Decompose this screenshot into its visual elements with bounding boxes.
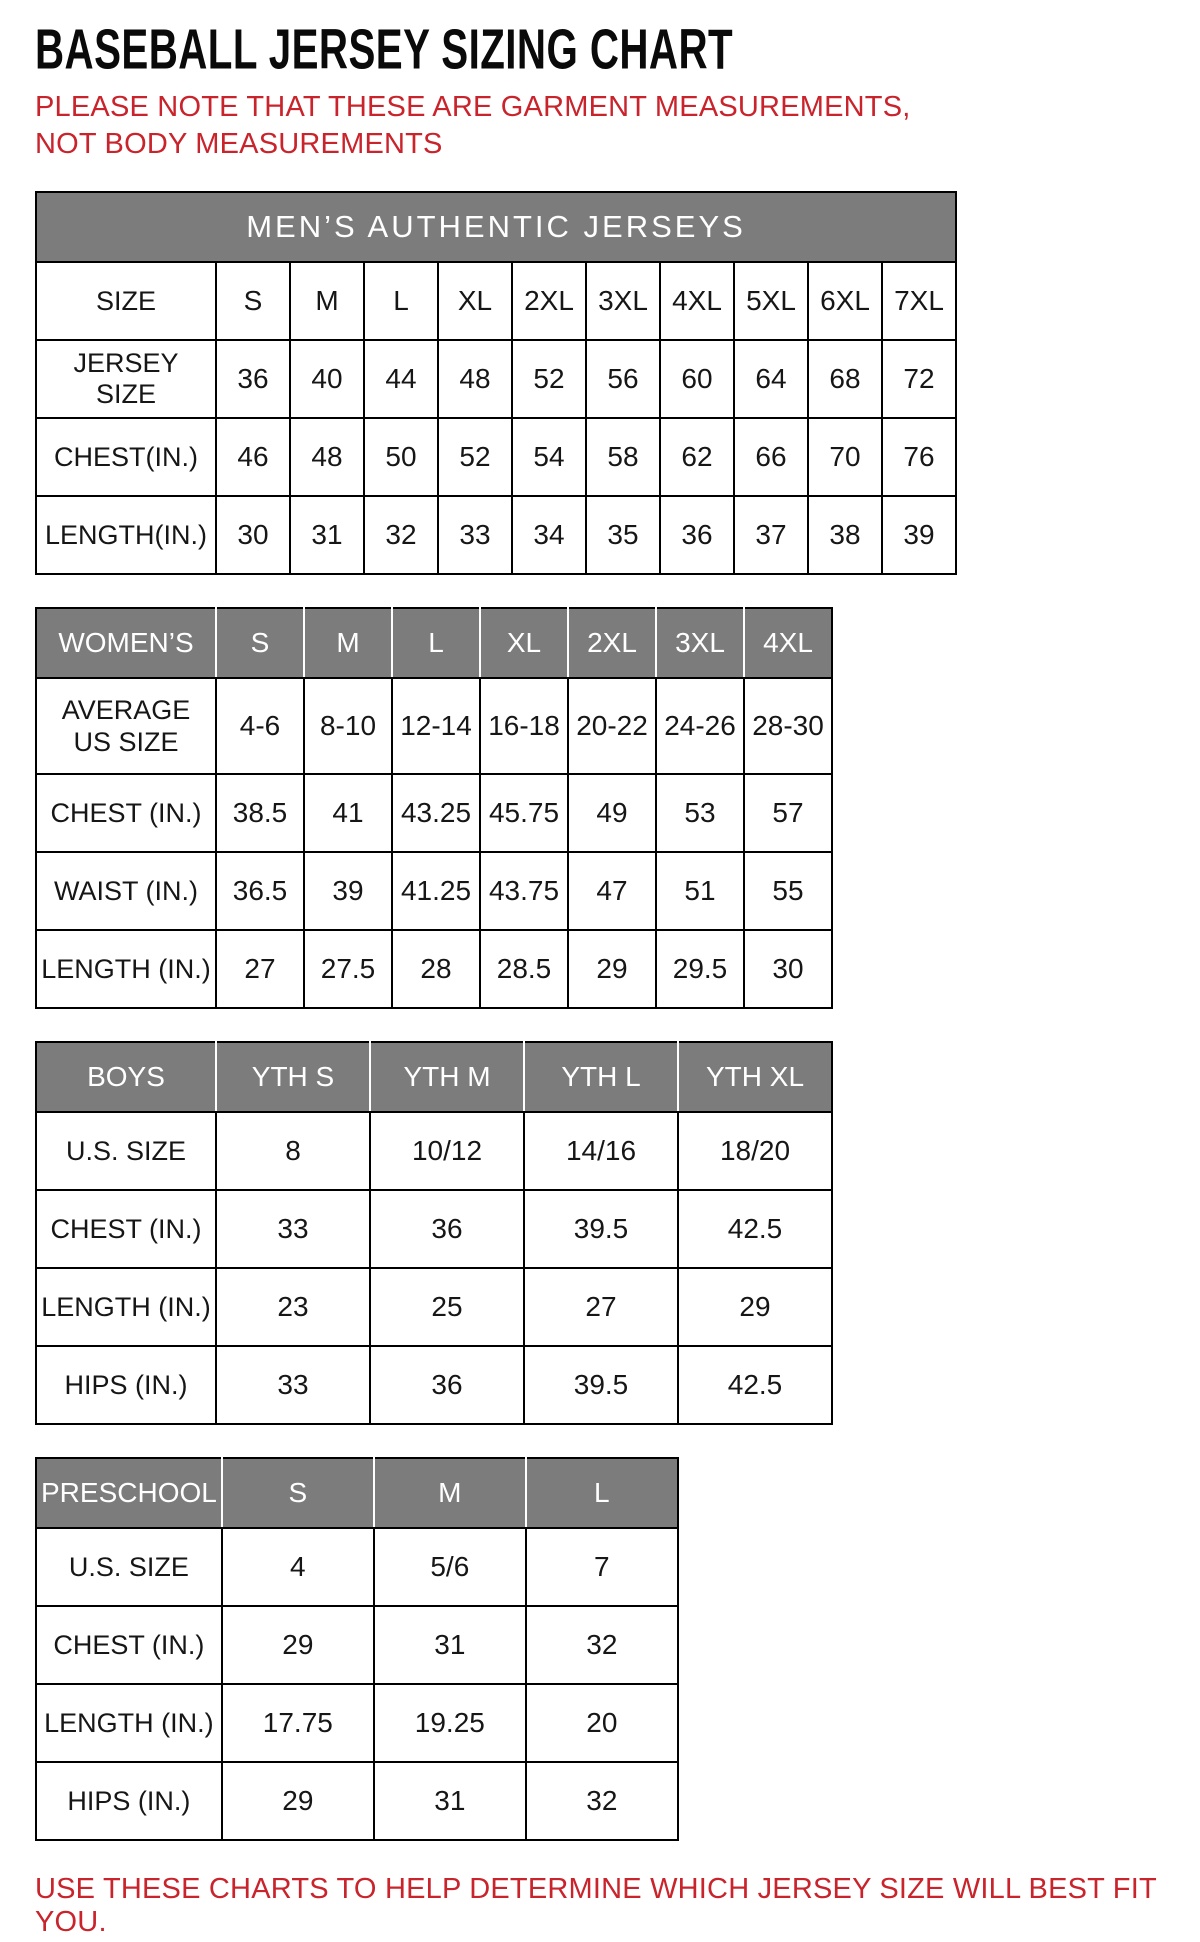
- value-cell: 37: [734, 496, 808, 574]
- table-row: [36, 262, 956, 340]
- column-header: YTH L: [524, 1042, 678, 1112]
- column-header: YTH XL: [678, 1042, 832, 1112]
- value-cell: 28-30: [744, 678, 832, 774]
- value-cell: 27: [524, 1268, 678, 1346]
- column-header: 3XL: [656, 608, 744, 678]
- womens-sizing-table: [35, 607, 833, 1009]
- value-cell: 52: [438, 418, 512, 496]
- value-cell: 53: [656, 774, 744, 852]
- value-cell: 8: [216, 1112, 370, 1190]
- value-cell: 20: [526, 1684, 678, 1762]
- value-cell: 62: [660, 418, 734, 496]
- table-row: [36, 496, 956, 574]
- page-title: [35, 19, 1172, 82]
- row-label: CHEST (IN.): [36, 1606, 222, 1684]
- column-header: XL: [480, 608, 568, 678]
- value-cell: 12-14: [392, 678, 480, 774]
- value-cell: 7: [526, 1528, 678, 1606]
- size-cell: 5XL: [734, 262, 808, 340]
- value-cell: 33: [438, 496, 512, 574]
- value-cell: 39: [882, 496, 956, 574]
- value-cell: 33: [216, 1190, 370, 1268]
- value-cell: 72: [882, 340, 956, 418]
- size-cell: 3XL: [586, 262, 660, 340]
- value-cell: 39: [304, 852, 392, 930]
- value-cell: 17.75: [222, 1684, 374, 1762]
- value-cell: 8-10: [304, 678, 392, 774]
- row-label: SIZE: [36, 262, 216, 340]
- value-cell: 44: [364, 340, 438, 418]
- value-cell: 31: [374, 1762, 526, 1840]
- table-row: [36, 852, 832, 930]
- row-label: CHEST (IN.): [36, 774, 216, 852]
- column-header: L: [392, 608, 480, 678]
- value-cell: 41: [304, 774, 392, 852]
- value-cell: 42.5: [678, 1190, 832, 1268]
- value-cell: 32: [364, 496, 438, 574]
- size-cell: M: [290, 262, 364, 340]
- row-label: LENGTH(IN.): [36, 496, 216, 574]
- column-header: YTH S: [216, 1042, 370, 1112]
- table-title-row: [36, 192, 956, 262]
- table-row: [36, 1190, 832, 1268]
- value-cell: 36: [370, 1346, 524, 1424]
- table-header-row: [36, 608, 832, 678]
- table-row: [36, 418, 956, 496]
- value-cell: 4-6: [216, 678, 304, 774]
- row-label: HIPS (IN.): [36, 1762, 222, 1840]
- value-cell: 28.5: [480, 930, 568, 1008]
- value-cell: 36: [660, 496, 734, 574]
- boys-table-title: BOYS: [36, 1042, 216, 1112]
- value-cell: 38.5: [216, 774, 304, 852]
- value-cell: 30: [744, 930, 832, 1008]
- table-row: [36, 1346, 832, 1424]
- column-header: M: [304, 608, 392, 678]
- value-cell: 31: [290, 496, 364, 574]
- value-cell: 32: [526, 1762, 678, 1840]
- table-row: [36, 1528, 678, 1606]
- table-header-row: [36, 1458, 678, 1528]
- value-cell: 58: [586, 418, 660, 496]
- value-cell: 32: [526, 1606, 678, 1684]
- value-cell: 51: [656, 852, 744, 930]
- row-label: LENGTH (IN.): [36, 930, 216, 1008]
- value-cell: 64: [734, 340, 808, 418]
- value-cell: 14/16: [524, 1112, 678, 1190]
- size-cell: 7XL: [882, 262, 956, 340]
- size-cell: S: [216, 262, 290, 340]
- value-cell: 54: [512, 418, 586, 496]
- value-cell: 29: [678, 1268, 832, 1346]
- value-cell: 28: [392, 930, 480, 1008]
- value-cell: 39.5: [524, 1346, 678, 1424]
- value-cell: 56: [586, 340, 660, 418]
- column-header: S: [222, 1458, 374, 1528]
- value-cell: 27: [216, 930, 304, 1008]
- table-row: [36, 1112, 832, 1190]
- mens-sizing-table: [35, 191, 957, 575]
- value-cell: 47: [568, 852, 656, 930]
- value-cell: 4: [222, 1528, 374, 1606]
- column-header: L: [526, 1458, 678, 1528]
- preschool-table-title: PRESCHOOL: [36, 1458, 222, 1528]
- table-row: [36, 774, 832, 852]
- value-cell: 48: [438, 340, 512, 418]
- value-cell: 24-26: [656, 678, 744, 774]
- size-cell: L: [364, 262, 438, 340]
- column-header: YTH M: [370, 1042, 524, 1112]
- value-cell: 41.25: [392, 852, 480, 930]
- value-cell: 60: [660, 340, 734, 418]
- column-header: S: [216, 608, 304, 678]
- table-row: [36, 930, 832, 1008]
- table-row: [36, 678, 832, 774]
- table-row: [36, 340, 956, 418]
- row-label: HIPS (IN.): [36, 1346, 216, 1424]
- value-cell: 57: [744, 774, 832, 852]
- value-cell: 20-22: [568, 678, 656, 774]
- value-cell: 49: [568, 774, 656, 852]
- value-cell: 45.75: [480, 774, 568, 852]
- page-title-text: BASEBALL JERSEY SIZING CHART: [35, 19, 734, 82]
- column-header: 4XL: [744, 608, 832, 678]
- size-cell: 4XL: [660, 262, 734, 340]
- value-cell: 29.5: [656, 930, 744, 1008]
- row-label: CHEST (IN.): [36, 1190, 216, 1268]
- column-header: M: [374, 1458, 526, 1528]
- table-row: [36, 1268, 832, 1346]
- value-cell: 29: [568, 930, 656, 1008]
- value-cell: 34: [512, 496, 586, 574]
- value-cell: 68: [808, 340, 882, 418]
- value-cell: 38: [808, 496, 882, 574]
- table-header-row: [36, 1042, 832, 1112]
- row-label: U.S. SIZE: [36, 1112, 216, 1190]
- value-cell: 42.5: [678, 1346, 832, 1424]
- row-label: CHEST(IN.): [36, 418, 216, 496]
- size-cell: XL: [438, 262, 512, 340]
- fit-advice-footer: USE THESE CHARTS TO HELP DETERMINE WHICH JERSEY SIZE WILL BEST FIT YOU.: [35, 1873, 1157, 1939]
- value-cell: 5/6: [374, 1528, 526, 1606]
- value-cell: 25: [370, 1268, 524, 1346]
- value-cell: 16-18: [480, 678, 568, 774]
- value-cell: 36: [370, 1190, 524, 1268]
- value-cell: 76: [882, 418, 956, 496]
- size-cell: 6XL: [808, 262, 882, 340]
- value-cell: 52: [512, 340, 586, 418]
- value-cell: 23: [216, 1268, 370, 1346]
- value-cell: 40: [290, 340, 364, 418]
- table-row: [36, 1684, 678, 1762]
- value-cell: 70: [808, 418, 882, 496]
- value-cell: 46: [216, 418, 290, 496]
- value-cell: 30: [216, 496, 290, 574]
- row-label: LENGTH (IN.): [36, 1268, 216, 1346]
- row-label: WAIST (IN.): [36, 852, 216, 930]
- value-cell: 48: [290, 418, 364, 496]
- value-cell: 29: [222, 1762, 374, 1840]
- womens-table-title: WOMEN’S: [36, 608, 216, 678]
- value-cell: 43.75: [480, 852, 568, 930]
- boys-sizing-table: [35, 1041, 833, 1425]
- mens-table-title: MEN’S AUTHENTIC JERSEYS: [36, 192, 956, 262]
- value-cell: 10/12: [370, 1112, 524, 1190]
- value-cell: 66: [734, 418, 808, 496]
- value-cell: 43.25: [392, 774, 480, 852]
- preschool-sizing-table: [35, 1457, 679, 1841]
- value-cell: 27.5: [304, 930, 392, 1008]
- column-header: 2XL: [568, 608, 656, 678]
- value-cell: 50: [364, 418, 438, 496]
- row-label: U.S. SIZE: [36, 1528, 222, 1606]
- value-cell: 19.25: [374, 1684, 526, 1762]
- measurement-note: PLEASE NOTE THAT THESE ARE GARMENT MEASUREMENTS, NOT BODY MEASUREMENTS: [35, 90, 911, 160]
- table-row: [36, 1762, 678, 1840]
- size-cell: 2XL: [512, 262, 586, 340]
- row-label: LENGTH (IN.): [36, 1684, 222, 1762]
- row-label: AVERAGE US SIZE: [36, 678, 216, 774]
- table-row: [36, 1606, 678, 1684]
- value-cell: 29: [222, 1606, 374, 1684]
- value-cell: 18/20: [678, 1112, 832, 1190]
- value-cell: 36: [216, 340, 290, 418]
- value-cell: 39.5: [524, 1190, 678, 1268]
- value-cell: 55: [744, 852, 832, 930]
- row-label: JERSEY SIZE: [36, 340, 216, 418]
- value-cell: 31: [374, 1606, 526, 1684]
- value-cell: 35: [586, 496, 660, 574]
- value-cell: 33: [216, 1346, 370, 1424]
- value-cell: 36.5: [216, 852, 304, 930]
